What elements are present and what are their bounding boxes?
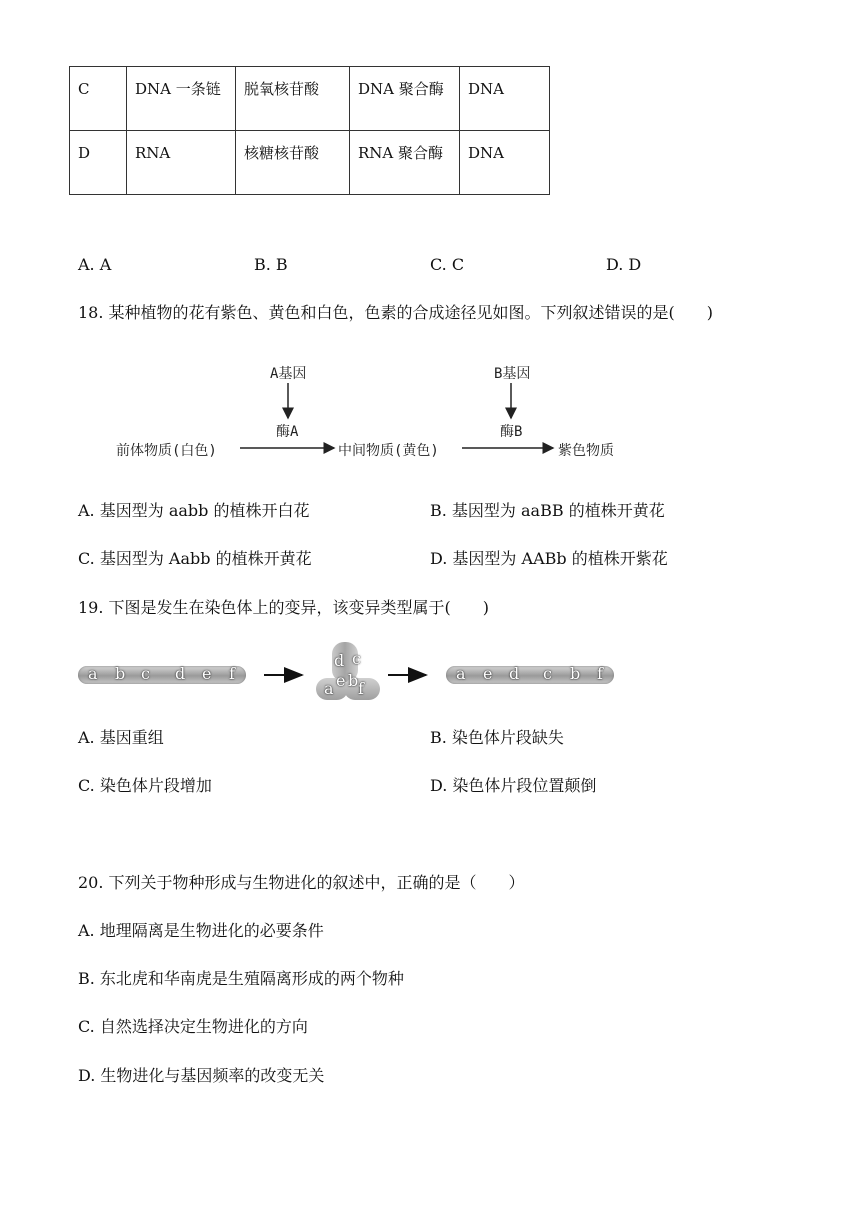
- table-row: [70, 131, 550, 195]
- gene-label: d: [334, 651, 345, 670]
- q17-option-d[interactable]: D. D: [606, 255, 642, 274]
- q19-stem: 19. 下图是发生在染色体上的变异，该变异类型属于( ): [78, 598, 490, 617]
- table-cell: D: [70, 131, 127, 195]
- table-row: [70, 67, 550, 131]
- gene-b-label: B基因: [494, 366, 531, 382]
- gene-label: f: [358, 679, 364, 698]
- gene-label: c: [352, 649, 361, 668]
- q18-option-b[interactable]: B. 基因型为 aaBB 的植株开黄花: [430, 501, 665, 520]
- q18-stem: 18. 某种植物的花有紫色、黄色和白色，色素的合成途径见如图。下列叙述错误的是( ): [78, 303, 714, 322]
- pathway-arrows: [100, 355, 660, 470]
- q18-option-c[interactable]: C. 基因型为 Aabb 的植株开黄花: [78, 549, 312, 568]
- table-cell: DNA 一条链: [127, 67, 236, 131]
- q18-option-d[interactable]: D. 基因型为 AABb 的植株开紫花: [430, 549, 668, 568]
- gene-label: b: [570, 664, 581, 683]
- q20-stem: 20. 下列关于物种形成与生物进化的叙述中，正确的是（ ）: [78, 873, 525, 892]
- q17-option-a[interactable]: A. A: [78, 255, 112, 274]
- inversion-arrows: [76, 638, 636, 708]
- table-cell: DNA 聚合酶: [350, 67, 460, 131]
- gene-label: e: [202, 664, 212, 683]
- q17-option-b[interactable]: B. B: [254, 255, 288, 274]
- answer-table: [69, 66, 550, 195]
- enzyme-a-label: 酶A: [276, 424, 299, 440]
- intermediate-label: 中间物质(黄色): [338, 443, 439, 459]
- gene-label: b: [115, 664, 126, 683]
- q20-option-c[interactable]: C. 自然选择决定生物进化的方向: [78, 1017, 308, 1036]
- gene-label: e: [336, 671, 346, 690]
- table-cell: C: [70, 67, 127, 131]
- gene-label: f: [229, 664, 235, 683]
- q20-option-d[interactable]: D. 生物进化与基因频率的改变无关: [78, 1066, 325, 1085]
- q17-option-c[interactable]: C. C: [430, 255, 465, 274]
- table-cell: DNA: [460, 131, 550, 195]
- gene-label: a: [88, 664, 98, 683]
- table-cell: 脱氧核苷酸: [236, 67, 350, 131]
- gene-label: a: [456, 664, 466, 683]
- precursor-label: 前体物质(白色): [116, 443, 217, 459]
- q19-option-c[interactable]: C. 染色体片段增加: [78, 776, 212, 795]
- gene-label: e: [483, 664, 493, 683]
- q18-option-a[interactable]: A. 基因型为 aabb 的植株开白花: [78, 501, 310, 520]
- q19-option-a[interactable]: A. 基因重组: [78, 728, 164, 747]
- q19-option-b[interactable]: B. 染色体片段缺失: [430, 728, 564, 747]
- chromosome-inversion-diagram: [76, 638, 636, 708]
- table-cell: RNA: [127, 131, 236, 195]
- pigment-pathway-diagram: [100, 355, 660, 470]
- q20-option-a[interactable]: A. 地理隔离是生物进化的必要条件: [78, 921, 324, 940]
- table-cell: DNA: [460, 67, 550, 131]
- enzyme-b-label: 酶B: [500, 424, 523, 440]
- gene-label: a: [324, 679, 334, 698]
- table-cell: 核糖核苷酸: [236, 131, 350, 195]
- gene-label: d: [175, 664, 186, 683]
- product-label: 紫色物质: [558, 443, 614, 459]
- gene-label: f: [597, 664, 603, 683]
- q19-option-d[interactable]: D. 染色体片段位置颠倒: [430, 776, 597, 795]
- table-cell: RNA 聚合酶: [350, 131, 460, 195]
- gene-a-label: A基因: [270, 366, 307, 382]
- gene-label: b: [348, 671, 359, 690]
- q20-option-b[interactable]: B. 东北虎和华南虎是生殖隔离形成的两个物种: [78, 969, 404, 988]
- gene-label: c: [141, 664, 150, 683]
- gene-label: d: [509, 664, 520, 683]
- gene-label: c: [543, 664, 552, 683]
